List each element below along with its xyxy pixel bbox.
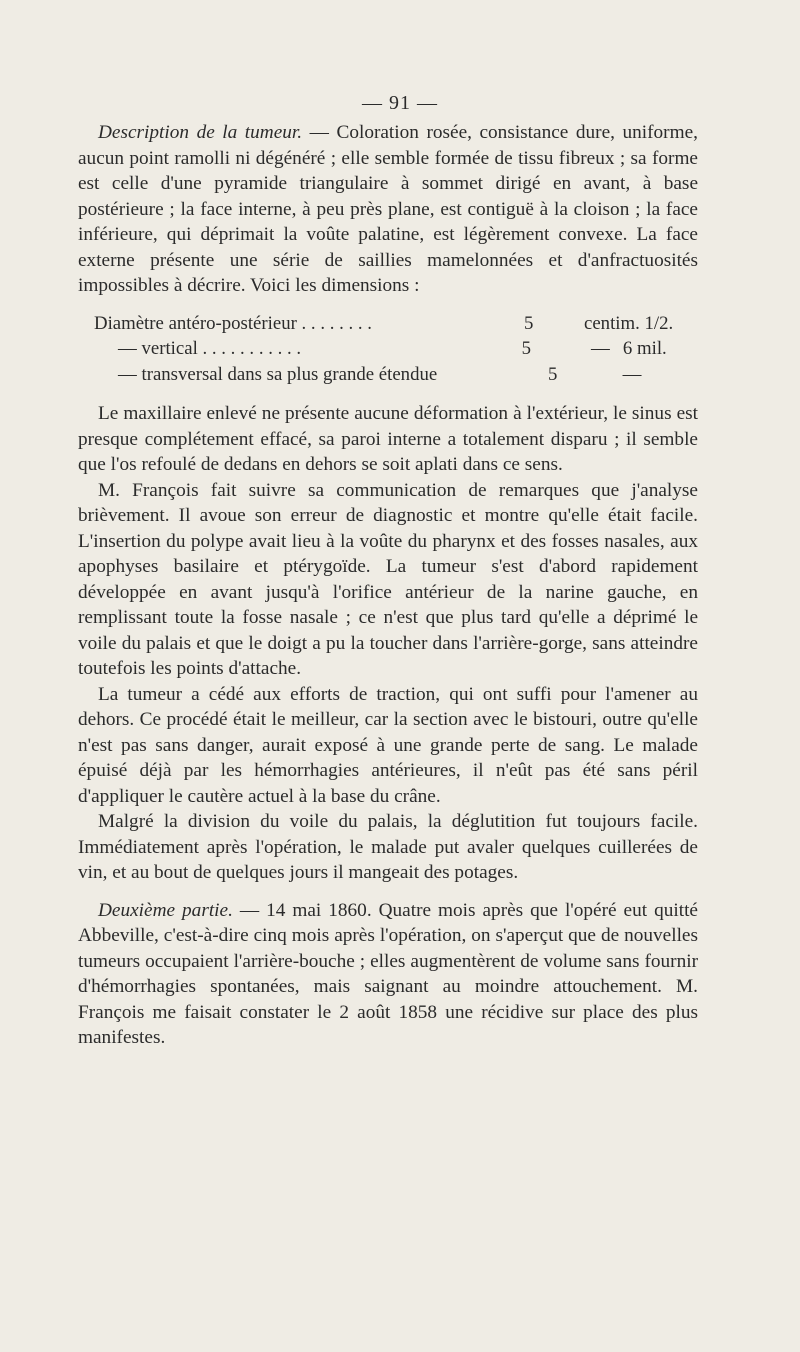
dimension-value: 5	[524, 312, 534, 334]
dimension-value: 5	[521, 338, 531, 359]
dimension-label: — vertical . . . . . . . . . . .	[118, 338, 302, 359]
dimension-dash: —	[622, 363, 642, 385]
dimension-label: Diamètre antéro-postérieur . . . . . . . .	[94, 312, 372, 334]
dimension-label: — transversal dans sa plus grande étendue	[118, 363, 438, 385]
paragraph-deglutition: Malgré la division du voile du palais, la déglutition fut toujours facile. Immédiatement après l'opération, le malade put avaler quelques cuillerées de vin, et au bout de quelques jours il mangeait des potages.	[78, 811, 698, 883]
page-number: — 91 —	[362, 92, 438, 114]
paragraph-maxillaire: Le maxillaire enlevé ne présente aucune déformation à l'extérieur, le sinus est presque complétement effacé, sa paroi interne a totalement disparu ; il semble que l'os refoulé de dedans en dehors se soit aplati dans ce sens.	[78, 403, 698, 475]
dimension-dash: —	[591, 338, 610, 359]
paragraph-remarques: M. François fait suivre sa communication de remarques que j'analyse brièvement. Il avoue son erreur de diagnostic et montre qu'elle était facile. L'insertion du polype avait lieu à la voûte du pharynx et des fosses nasales, aux apophyses basilaire et ptérygoïde. La tumeur s'est d'abord rapidement développée en avant jusqu'à l'orifice antérieur de la narine gauche, en remplissant toute la fosse nasale ; ce n'est que plus tard qu'elle a déprimé le voile du palais et que le doigt a pu la toucher dans l'arrière-gorge, sans atteindre toutefois les points d'attache.	[78, 479, 698, 679]
paragraph-deuxieme-partie	[78, 898, 698, 1051]
section-heading-description: Description de la tumeur.	[98, 122, 303, 143]
body-text	[78, 120, 698, 1051]
paragraph-description	[78, 120, 698, 299]
dimension-unit: 6 mil.	[622, 338, 667, 359]
dimension-unit: centim. 1/2.	[584, 312, 674, 334]
dimension-row	[78, 362, 698, 388]
dimensions-table	[78, 311, 698, 388]
paragraph-text: — Coloration rosée, consistance dure, uniforme, aucun point ramolli ni dégénéré ; elle semble formée de tissu fibreux ; sa forme est celle d'une pyramide triangulaire à sommet dirigé en avant, à base postérieure ; la face interne, à peu près plane, est contiguë à la cloison ; la face inférieure, qui déprimait la voûte palatine, est légèrement convexe. La face externe présente une série de saillies mamelonnées et d'anfractuosités impossibles à décrire. Voici les dimensions :	[78, 122, 698, 296]
section-heading-deuxieme: Deuxième partie.	[98, 899, 233, 921]
dimension-row	[78, 336, 698, 362]
dimension-value: 5	[548, 363, 558, 385]
dimension-row	[78, 311, 698, 337]
paragraph-text: — 14 mai 1860. Quatre mois après que l'opéré eut quitté Abbeville, c'est-à-dire cinq mois après l'opération, on s'aperçut que de nouvelles tumeurs occupaient l'arrière-bouche ; elles augmentèrent de volume sans fournir d'hémorrhagies spontanées, mais saignant au moindre attouchement. M. François me faisait constater le 2 août 1858 une récidive sur place des plus manifestes.	[78, 899, 698, 1048]
paragraph-traction: La tumeur a cédé aux efforts de traction, qui ont suffi pour l'amener au dehors. Ce procédé était le meilleur, car la section avec le bistouri, outre qu'elle n'est pas sans danger, aurait exposé à une grande perte de sang. Le malade épuisé déjà par les hémorrhagies antérieures, il n'eût pas été sans péril d'appliquer le cautère actuel à la base du crâne.	[78, 683, 698, 807]
